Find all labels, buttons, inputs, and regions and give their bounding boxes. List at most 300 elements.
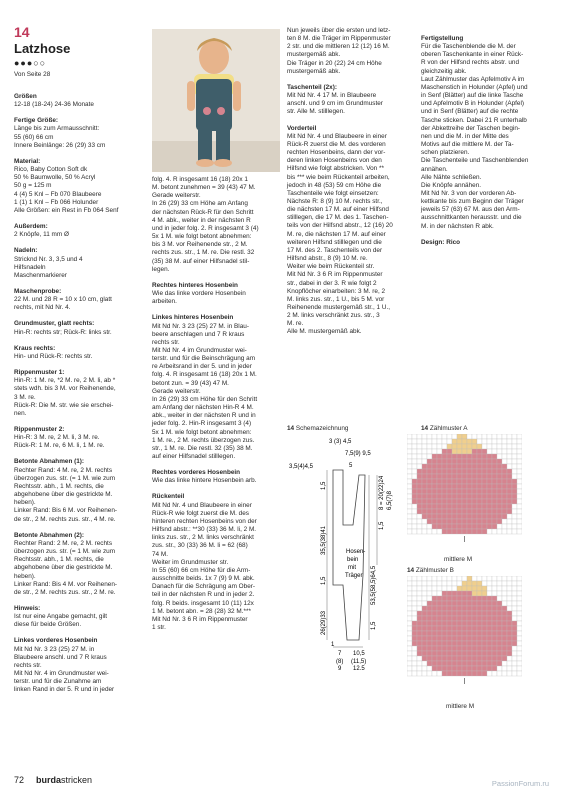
grid-cell [432, 464, 437, 469]
grid-cell [467, 576, 472, 581]
grid-cell [472, 646, 477, 651]
grid-cell [482, 514, 487, 519]
grid-cell [512, 474, 517, 479]
grid-cell [492, 454, 497, 459]
grid-cell [502, 524, 507, 529]
grid-cell [457, 666, 462, 671]
grid-cell [452, 484, 457, 489]
grid-cell [452, 581, 457, 586]
grid-cell [467, 524, 472, 529]
grid-cell [457, 464, 462, 469]
grid-cell [512, 514, 517, 519]
grid-cell [472, 671, 477, 676]
grid-cell [482, 651, 487, 656]
grid-cell [427, 616, 432, 621]
grid-cell [487, 474, 492, 479]
text-block [14, 223, 146, 239]
grid-cell [457, 576, 462, 581]
section-heading: Material: [14, 157, 41, 165]
grid-cell [447, 504, 452, 509]
grid-cell [412, 519, 417, 524]
grid-cell [422, 646, 427, 651]
grid-cell [412, 636, 417, 641]
section-text: Nun jeweils über die ersten und letz- ten 8 M. die Träger im Rippenmuster 2 str. und die mittleren 12 (12) 16 M. mustergemäß abk. Die Träger in 20 (22) 24 cm Höhe mustergemäß abk. [287, 27, 391, 75]
grid-cell [407, 454, 412, 459]
grid-cell [517, 576, 522, 581]
grid-cell [407, 636, 412, 641]
grid-cell [517, 646, 522, 651]
grid-cell [427, 444, 432, 449]
schema-center-1: Hosen- [346, 549, 366, 555]
grid-cell [477, 646, 482, 651]
schema-b105: 10,5 [353, 651, 365, 657]
grid-cell [472, 611, 477, 616]
grid-cell [407, 581, 412, 586]
grid-cell [412, 586, 417, 591]
grid-cell [417, 459, 422, 464]
grid-cell [477, 616, 482, 621]
grid-cell [442, 469, 447, 474]
grid-cell [412, 666, 417, 671]
grid-cell [442, 479, 447, 484]
grid-cell [467, 661, 472, 666]
text-block [287, 84, 412, 117]
section-text: Mit Nd Nr. 3 23 (25) 27 M. in Blaubeere anschl. und 7 R kraus rechts str. Mit Nd Nr. 4 im Grundmuster wei- terstr. und für die Zunahme am linken Rand in der 5. R und in jeder [14, 645, 115, 694]
grid-cell [467, 509, 472, 514]
grid-cell [447, 606, 452, 611]
grid-cell [467, 504, 472, 509]
grid-cell [477, 621, 482, 626]
grid-cell [457, 509, 462, 514]
grid-cell [462, 459, 467, 464]
grid-cell [467, 489, 472, 494]
grid-cell [442, 596, 447, 601]
grid-cell [482, 484, 487, 489]
grid-cell [427, 464, 432, 469]
grid-cell [477, 524, 482, 529]
grid-cell [447, 641, 452, 646]
text-block [14, 345, 146, 361]
grid-cell [427, 484, 432, 489]
grid-cell [477, 581, 482, 586]
grid-cell [497, 529, 502, 534]
grid-cell [417, 479, 422, 484]
text-block [14, 288, 146, 312]
grid-cell [502, 449, 507, 454]
grid-cell [482, 661, 487, 666]
grid-cell [462, 651, 467, 656]
grid-cell [467, 621, 472, 626]
grid-cell [447, 601, 452, 606]
grid-cell [502, 464, 507, 469]
grid-cell [422, 434, 427, 439]
grid-cell [437, 464, 442, 469]
grid-cell [487, 444, 492, 449]
grid-cell [497, 519, 502, 524]
grid-cell [472, 469, 477, 474]
section-text: Wie das linke hintere Hosenbein arb. [152, 477, 257, 485]
section-heading: Fertige Größe: [14, 117, 59, 125]
grid-cell [462, 434, 467, 439]
grid-cell [417, 449, 422, 454]
grid-cell [507, 514, 512, 519]
grid-cell [412, 606, 417, 611]
grid-cell [447, 494, 452, 499]
grid-cell [412, 444, 417, 449]
grid-cell [437, 646, 442, 651]
grid-cell [452, 656, 457, 661]
grid-cell [417, 514, 422, 519]
grid-cell [507, 671, 512, 676]
grid-cell [437, 494, 442, 499]
grid-cell [507, 519, 512, 524]
grid-cell [507, 596, 512, 601]
grid-cell [472, 439, 477, 444]
grid-cell [427, 459, 432, 464]
grid-cell [412, 514, 417, 519]
grid-cell [472, 519, 477, 524]
grid-cell [462, 606, 467, 611]
grid-cell [472, 514, 477, 519]
grid-cell [442, 621, 447, 626]
grid-cell [497, 449, 502, 454]
grid-cell [467, 596, 472, 601]
grid-cell [482, 596, 487, 601]
grid-cell [487, 646, 492, 651]
watermark: PassionForum.ru [491, 779, 549, 788]
grid-cell [482, 479, 487, 484]
grid-cell [477, 459, 482, 464]
grid-cell [477, 489, 482, 494]
grid-cell [442, 651, 447, 656]
grid-cell [462, 469, 467, 474]
grid-cell [467, 474, 472, 479]
grid-cell [427, 591, 432, 596]
grid-cell [502, 529, 507, 534]
grid-cell [482, 631, 487, 636]
grid-cell [462, 656, 467, 661]
grid-cell [492, 514, 497, 519]
grid-cell [487, 504, 492, 509]
grid-cell [442, 454, 447, 459]
grid-cell [477, 479, 482, 484]
grid-cell [452, 651, 457, 656]
schema-top: 3 (3) 4,5 [329, 439, 352, 445]
grid-cell [422, 671, 427, 676]
grid-cell [502, 439, 507, 444]
pattern-b-grid [407, 576, 522, 684]
grid-cell [517, 484, 522, 489]
schema-d355: 35,5(38)41 [321, 525, 327, 555]
grid-cell [507, 494, 512, 499]
grid-cell [442, 464, 447, 469]
grid-cell [457, 626, 462, 631]
grid-cell [457, 596, 462, 601]
grid-cell [457, 519, 462, 524]
grid-cell [417, 581, 422, 586]
grid-cell [437, 509, 442, 514]
grid-cell [472, 479, 477, 484]
grid-cell [432, 529, 437, 534]
grid-cell [502, 474, 507, 479]
grid-cell [467, 656, 472, 661]
grid-cell [432, 596, 437, 601]
grid-cell [467, 459, 472, 464]
grid-cell [492, 601, 497, 606]
grid-cell [482, 459, 487, 464]
grid-cell [472, 591, 477, 596]
grid-cell [482, 469, 487, 474]
grid-cell [492, 464, 497, 469]
grid-cell [517, 671, 522, 676]
grid-cell [407, 449, 412, 454]
grid-cell [492, 656, 497, 661]
grid-cell [492, 671, 497, 676]
grid-cell [412, 596, 417, 601]
grid-cell [447, 484, 452, 489]
grid-cell [497, 621, 502, 626]
grid-cell [507, 489, 512, 494]
grid-cell [457, 636, 462, 641]
grid-cell [487, 469, 492, 474]
grid-cell [407, 434, 412, 439]
grid-cell [427, 596, 432, 601]
grid-cell [457, 499, 462, 504]
grid-cell [452, 494, 457, 499]
grid-cell [417, 661, 422, 666]
grid-cell [462, 474, 467, 479]
grid-cell [487, 484, 492, 489]
grid-cell [472, 509, 477, 514]
grid-cell [497, 651, 502, 656]
grid-cell [432, 444, 437, 449]
grid-cell [517, 661, 522, 666]
pattern-title: Latzhose [14, 41, 71, 56]
text-block [14, 93, 146, 109]
grid-cell [477, 509, 482, 514]
grid-cell [462, 489, 467, 494]
grid-cell [452, 661, 457, 666]
schema-b7: 7 [338, 651, 342, 657]
grid-cell [477, 591, 482, 596]
grid-cell [412, 464, 417, 469]
grid-cell [497, 444, 502, 449]
grid-cell [487, 596, 492, 601]
grid-cell [517, 581, 522, 586]
grid-cell [497, 524, 502, 529]
grid-cell [507, 509, 512, 514]
grid-cell [427, 641, 432, 646]
grid-cell [507, 621, 512, 626]
grid-cell [462, 646, 467, 651]
schema-right5: 1,5 [371, 621, 377, 630]
grid-cell [497, 586, 502, 591]
grid-cell [497, 666, 502, 671]
grid-cell [497, 581, 502, 586]
grid-cell [467, 434, 472, 439]
grid-cell [447, 626, 452, 631]
grid-cell [512, 646, 517, 651]
grid-cell [462, 504, 467, 509]
grid-cell [512, 464, 517, 469]
grid-cell [492, 616, 497, 621]
grid-cell [477, 626, 482, 631]
grid-cell [422, 474, 427, 479]
grid-cell [427, 631, 432, 636]
schema-caption-number: 14 [287, 425, 295, 432]
grid-cell [412, 591, 417, 596]
pattern-a-middle-label: mittlere M [444, 556, 473, 563]
grid-cell [487, 494, 492, 499]
grid-cell [462, 636, 467, 641]
grid-cell [492, 611, 497, 616]
grid-cell [492, 439, 497, 444]
grid-cell [442, 601, 447, 606]
grid-cell [517, 529, 522, 534]
grid-cell [407, 666, 412, 671]
grid-cell [432, 591, 437, 596]
grid-cell [447, 509, 452, 514]
grid-cell [452, 671, 457, 676]
grid-cell [492, 519, 497, 524]
grid-cell [517, 499, 522, 504]
schema-right2: 6,5(7)8 [387, 490, 393, 510]
grid-cell [517, 494, 522, 499]
grid-cell [457, 514, 462, 519]
grid-cell [442, 459, 447, 464]
schema-center-4: Träger [345, 573, 363, 579]
grid-cell [517, 611, 522, 616]
grid-cell [512, 581, 517, 586]
section-text: Hin-R: 1 M. re, *2 M. re, 2 M. li, ab * stets wdh. bis 3 M. vor Reihenende, 3 M. re. Rück-R: Die M. str. wie sie erschei- nen. [14, 377, 116, 417]
grid-cell [437, 439, 442, 444]
grid-cell [407, 661, 412, 666]
grid-cell [447, 651, 452, 656]
schema-right4: 53,5(58,5)64,5 [371, 565, 377, 605]
grid-cell [457, 586, 462, 591]
grid-cell [422, 601, 427, 606]
grid-cell [492, 631, 497, 636]
grid-cell [502, 616, 507, 621]
grid-cell [487, 499, 492, 504]
grid-cell [482, 611, 487, 616]
grid-cell [507, 434, 512, 439]
grid-cell [512, 459, 517, 464]
grid-cell [487, 606, 492, 611]
grid-cell [412, 656, 417, 661]
grid-cell [502, 661, 507, 666]
grid-cell [517, 474, 522, 479]
grid-cell [442, 586, 447, 591]
grid-cell [412, 576, 417, 581]
grid-cell [417, 454, 422, 459]
grid-cell [422, 494, 427, 499]
grid-cell [472, 651, 477, 656]
grid-cell [407, 529, 412, 534]
grid-cell [487, 509, 492, 514]
grid-cell [492, 666, 497, 671]
grid-cell [417, 494, 422, 499]
grid-cell [477, 586, 482, 591]
grid-cell [507, 504, 512, 509]
grid-cell [407, 469, 412, 474]
grid-cell [452, 601, 457, 606]
grid-cell [432, 474, 437, 479]
grid-cell [417, 469, 422, 474]
grid-cell [457, 439, 462, 444]
grid-cell [517, 524, 522, 529]
grid-cell [502, 459, 507, 464]
difficulty-rating: ●●●○○ [14, 58, 47, 68]
grid-cell [437, 514, 442, 519]
grid-cell [477, 474, 482, 479]
grid-cell [477, 661, 482, 666]
section-heading: Design: Rico [421, 238, 461, 246]
grid-cell [452, 499, 457, 504]
grid-cell [467, 514, 472, 519]
section-text: Wie das linke vordere Hosenbein arbeiten. [152, 290, 246, 306]
schema-d15a: 1,5 [321, 481, 327, 490]
grid-cell [462, 641, 467, 646]
grid-cell [477, 504, 482, 509]
grid-cell [517, 666, 522, 671]
brand-logo: burdastricken [36, 775, 93, 785]
grid-cell [462, 529, 467, 534]
grid-cell [442, 616, 447, 621]
grid-cell [507, 656, 512, 661]
grid-cell [432, 601, 437, 606]
grid-cell [512, 529, 517, 534]
grid-cell [417, 651, 422, 656]
section-text: Mit Nd Nr. 4 und Blaubeere in einer Rück-R zuerst die M. des vorderen rechten Hosenbeins, dann der vor- deren linken Hosenbeins von den Hilfsnd wie folgt abstricken. Von ** bis *** wie beim Rückenteil arbeiten, jedoch in 48 (53) 59 cm Höhe die Taschenteile wie folgt einsetzen: Nächste R: 8 (9) 10 M. rechts str., die nächsten 17 M. auf einer Hilfsnd stilllegen, die 17 M. des 1. Taschen- teils von der Hilfsnd abstr., 12 (16) 20 M. re, die nächsten 17 M. auf einer weiteren Hilfsnd stilllegen und die 17 M. des 2. Taschenteils von der Hilfsnd abstr., 8 (9) 10 M. re. Weiter wie beim Rückenteil str. Mit Nd Nr. 3 6 R im Rippenmuster str., dabei in der 3. R wie folgt 2 Knopflöcher einarbeiten: 3 M. re, 2 M. links zus. str., 1 U., bis 5 M. vor Reihenende mustergemäß str., 1 U., 2 M. links verschränkt zus. str., 3 M. re. Alle M. mustergemäß abk. [287, 132, 393, 336]
grid-cell [422, 509, 427, 514]
grid-cell [412, 626, 417, 631]
grid-cell [502, 514, 507, 519]
section-heading: Betonte Abnahmen (1): [14, 458, 85, 466]
grid-cell [452, 616, 457, 621]
grid-cell [432, 661, 437, 666]
grid-cell [457, 459, 462, 464]
grid-cell [442, 626, 447, 631]
grid-cell [432, 646, 437, 651]
grid-cell [477, 651, 482, 656]
grid-cell [517, 514, 522, 519]
grid-cell [477, 631, 482, 636]
grid-cell [512, 519, 517, 524]
grid-cell [497, 611, 502, 616]
grid-cell [467, 666, 472, 671]
grid-cell [502, 606, 507, 611]
grid-cell [437, 601, 442, 606]
grid-cell [452, 576, 457, 581]
grid-cell [432, 469, 437, 474]
grid-cell [482, 656, 487, 661]
grid-cell [417, 591, 422, 596]
grid-cell [422, 621, 427, 626]
grid-cell [427, 581, 432, 586]
grid-cell [472, 434, 477, 439]
grid-cell [517, 454, 522, 459]
grid-cell [457, 529, 462, 534]
grid-cell [472, 616, 477, 621]
grid-cell [427, 586, 432, 591]
grid-cell [422, 464, 427, 469]
grid-cell [447, 529, 452, 534]
grid-cell [502, 469, 507, 474]
grid-cell [472, 474, 477, 479]
grid-cell [417, 671, 422, 676]
grid-cell [407, 586, 412, 591]
